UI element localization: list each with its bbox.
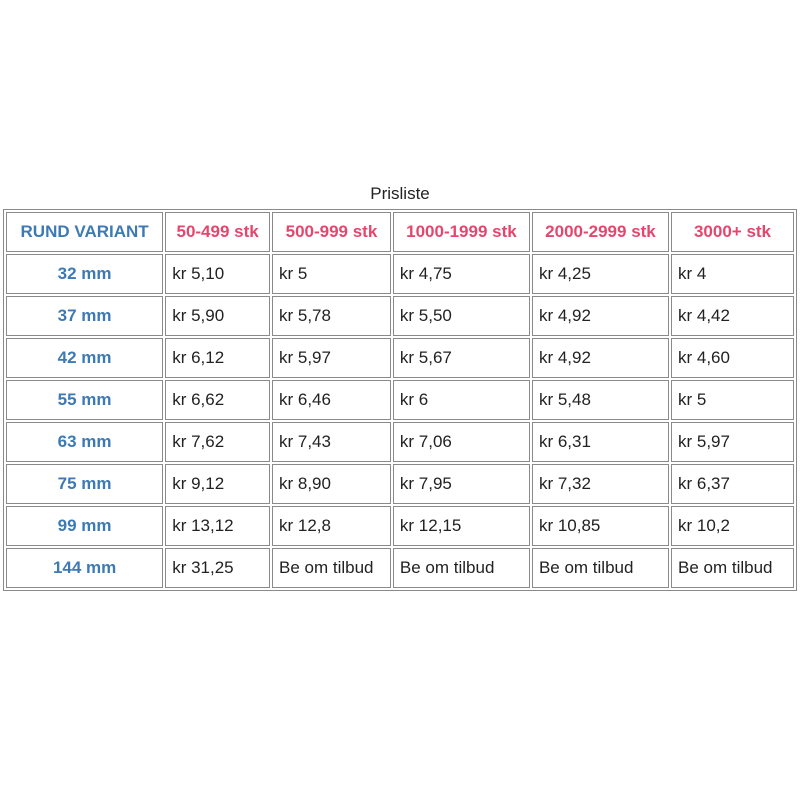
- price-cell: kr 5,97: [671, 422, 794, 462]
- table-row: [6, 380, 794, 420]
- price-cell: Be om tilbud: [272, 548, 391, 588]
- price-cell: kr 4,25: [532, 254, 669, 294]
- price-cell: kr 6,37: [671, 464, 794, 504]
- price-cell: kr 4,60: [671, 338, 794, 378]
- quantity-header: 3000+ stk: [671, 212, 794, 252]
- size-cell: 75 mm: [6, 464, 163, 504]
- price-cell: kr 13,12: [165, 506, 270, 546]
- table-row: [6, 254, 794, 294]
- price-cell: Be om tilbud: [532, 548, 669, 588]
- price-cell: kr 10,2: [671, 506, 794, 546]
- size-cell: 37 mm: [6, 296, 163, 336]
- variant-column-header: RUND VARIANT: [6, 212, 163, 252]
- price-cell: kr 6: [393, 380, 530, 420]
- price-cell: kr 5: [671, 380, 794, 420]
- price-cell: kr 4,92: [532, 296, 669, 336]
- table-row: [6, 548, 794, 588]
- price-cell: kr 7,62: [165, 422, 270, 462]
- table-caption: Prisliste: [370, 184, 430, 203]
- price-cell: kr 4,42: [671, 296, 794, 336]
- table-row: [6, 338, 794, 378]
- price-cell: kr 6,31: [532, 422, 669, 462]
- price-cell: kr 9,12: [165, 464, 270, 504]
- price-cell: kr 31,25: [165, 548, 270, 588]
- quantity-header: 50-499 stk: [165, 212, 270, 252]
- size-cell: 63 mm: [6, 422, 163, 462]
- header-row: [6, 212, 794, 252]
- price-cell: kr 5,48: [532, 380, 669, 420]
- price-cell: kr 12,8: [272, 506, 391, 546]
- quantity-header: 2000-2999 stk: [532, 212, 669, 252]
- price-table: [3, 209, 797, 591]
- price-cell: Be om tilbud: [393, 548, 530, 588]
- price-cell: kr 5: [272, 254, 391, 294]
- price-cell: kr 8,90: [272, 464, 391, 504]
- size-cell: 42 mm: [6, 338, 163, 378]
- price-cell: kr 5,78: [272, 296, 391, 336]
- price-cell: kr 6,46: [272, 380, 391, 420]
- price-cell: kr 7,32: [532, 464, 669, 504]
- size-cell: 144 mm: [6, 548, 163, 588]
- size-cell: 32 mm: [6, 254, 163, 294]
- price-cell: kr 4,92: [532, 338, 669, 378]
- size-cell: 99 mm: [6, 506, 163, 546]
- table-row: [6, 422, 794, 462]
- price-cell: kr 5,90: [165, 296, 270, 336]
- quantity-header: 1000-1999 stk: [393, 212, 530, 252]
- size-cell: 55 mm: [6, 380, 163, 420]
- price-cell: kr 4: [671, 254, 794, 294]
- quantity-header: 500-999 stk: [272, 212, 391, 252]
- price-cell: kr 6,12: [165, 338, 270, 378]
- price-cell: Be om tilbud: [671, 548, 794, 588]
- price-cell: kr 5,10: [165, 254, 270, 294]
- table-row: [6, 464, 794, 504]
- price-cell: kr 7,43: [272, 422, 391, 462]
- price-cell: kr 7,06: [393, 422, 530, 462]
- price-cell: kr 5,97: [272, 338, 391, 378]
- price-cell: kr 12,15: [393, 506, 530, 546]
- table-row: [6, 506, 794, 546]
- price-cell: kr 10,85: [532, 506, 669, 546]
- price-cell: kr 6,62: [165, 380, 270, 420]
- price-cell: kr 4,75: [393, 254, 530, 294]
- price-cell: kr 7,95: [393, 464, 530, 504]
- price-cell: kr 5,67: [393, 338, 530, 378]
- price-cell: kr 5,50: [393, 296, 530, 336]
- table-row: [6, 296, 794, 336]
